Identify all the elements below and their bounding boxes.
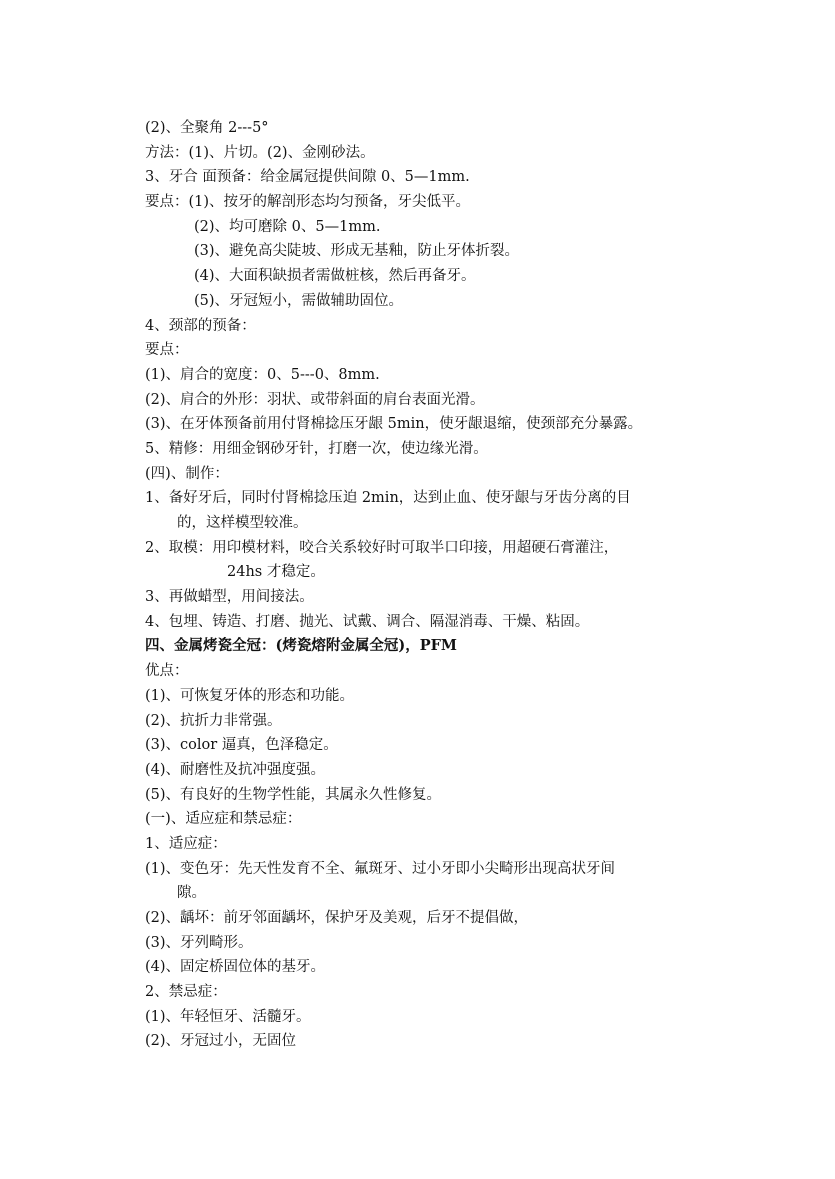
text-line: 要点：(1)、按牙的解剖形态均匀预备，牙尖低平。	[145, 194, 471, 211]
text-line: (2)、抗折力非常强。	[145, 712, 282, 729]
text-line: (1)、年轻恒牙、活髓牙。	[145, 1008, 311, 1025]
text-line: (4)、大面积缺损者需做桩核，然后再备牙。	[194, 268, 476, 285]
text-line: (5)、牙冠短小，需做辅助固位。	[194, 292, 404, 309]
text-line: (3)、牙列畸形。	[145, 934, 253, 951]
text-line: (3)、在牙体预备前用付肾棉捻压牙龈 5min，使牙龈退缩，使颈部充分暴露。	[145, 416, 643, 433]
document-body	[145, 116, 705, 1054]
text-line: 4、包埋、铸造、打磨、抛光、试戴、调合、隔湿消毒、干燥、粘固。	[145, 613, 590, 630]
text-line: 2、取模：用印模材料，咬合关系较好时可取半口印接，用超硬石膏灌注，	[145, 539, 619, 556]
text-line: (4)、耐磨性及抗冲强度强。	[145, 761, 326, 778]
text-line: 1、适应症：	[145, 835, 227, 852]
text-line: (2)、肩合的外形：羽状、或带斜面的肩台表面光滑。	[145, 391, 485, 408]
section-heading: 四、金属烤瓷全冠：(烤瓷熔附金属全冠)，PFM	[145, 637, 457, 655]
text-line: 3、再做蜡型，用间接法。	[145, 589, 314, 606]
text-line: 24hs 才稳定。	[227, 564, 325, 581]
text-line: (2)、龋坏：前牙邻面龋坏，保护牙及美观，后牙不提倡做，	[145, 910, 529, 926]
text-line: 要点：	[145, 342, 189, 359]
text-line: (4)、固定桥固位体的基牙。	[145, 959, 326, 976]
text-line: 方法：(1)、片切。(2)、金刚砂法。	[145, 144, 375, 161]
text-line: (一)、适应症和禁忌症：	[145, 811, 302, 828]
text-line: 1、备好牙后，同时付肾棉捻压迫 2min，达到止血、使牙龈与牙齿分离的目	[145, 490, 631, 507]
text-line: (1)、变色牙：先天性发育不全、氟斑牙、过小牙即小尖畸形出现高状牙间	[145, 860, 616, 877]
text-line: 优点：	[145, 663, 189, 680]
text-line: (3)、color 逼真，色泽稳定。	[145, 737, 338, 754]
text-line: 5、精修：用细金钢砂牙针，打磨一次，使边缘光滑。	[145, 440, 488, 457]
text-line: (四)、制作：	[145, 465, 229, 482]
text-line: 的，这样模型较准。	[177, 515, 308, 531]
text-line: 3、牙合 面预备：给金属冠提供间隙 0、5—1mm.	[145, 169, 470, 186]
text-line: (3)、避免高尖陡坡、形成无基釉，防止牙体折裂。	[194, 243, 520, 260]
text-line: (2)、均可磨除 0、5—1mm.	[194, 218, 381, 235]
text-line: (2)、牙冠过小，无固位	[145, 1033, 297, 1050]
text-line: (5)、有良好的生物学性能，其属永久性修复。	[145, 786, 442, 803]
text-line: 2、禁忌症：	[145, 984, 227, 1001]
text-line: 4、颈部的预备：	[145, 317, 256, 334]
text-line: (1)、可恢复牙体的形态和功能。	[145, 687, 355, 704]
text-line: (2)、全聚角 2---5°	[145, 120, 269, 136]
text-line: 隙。	[177, 885, 206, 902]
text-line: (1)、肩合的宽度：0、5---0、8mm.	[145, 366, 380, 383]
